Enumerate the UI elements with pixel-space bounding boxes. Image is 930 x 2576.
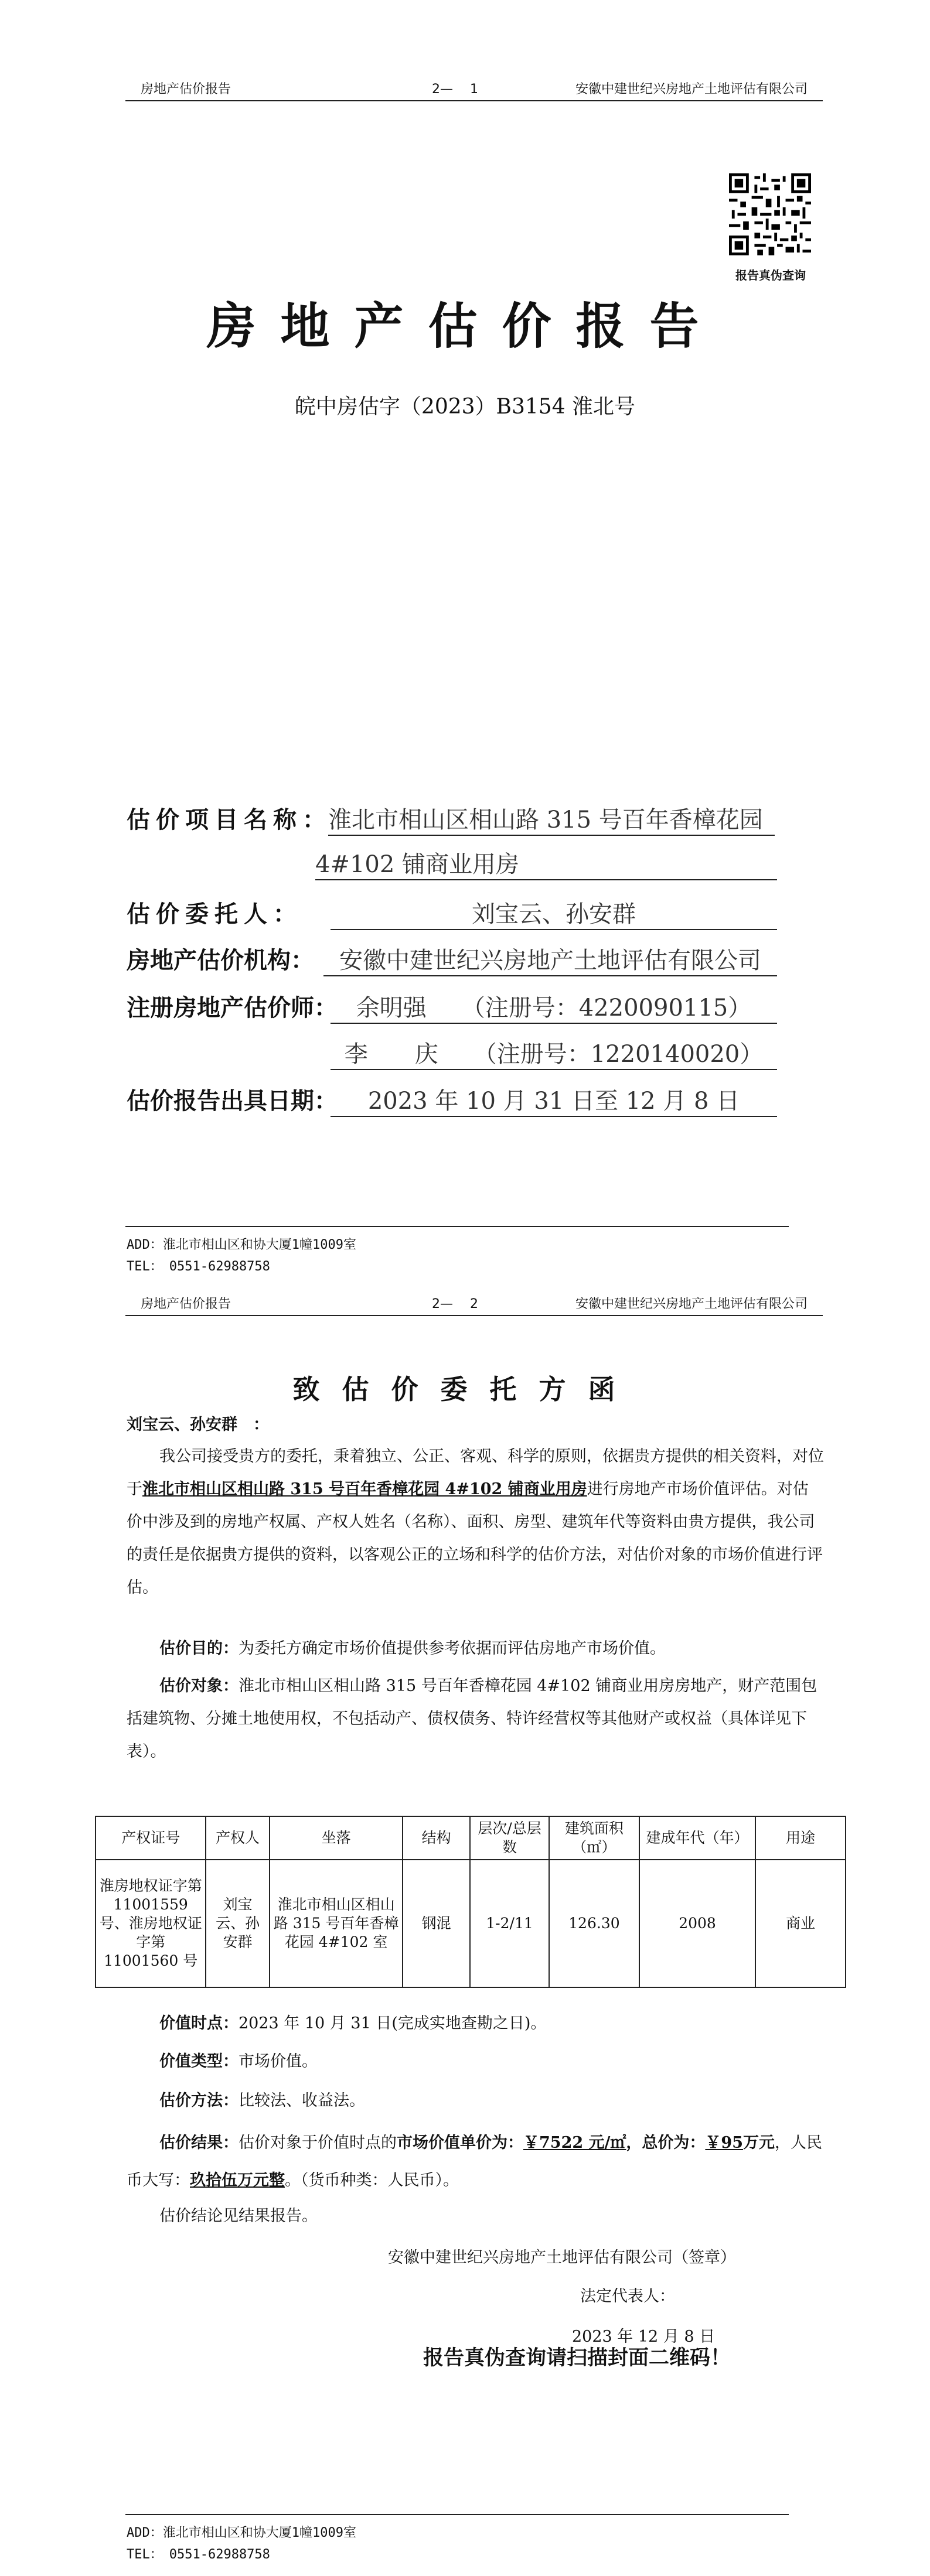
qr-code-icon[interactable]	[729, 173, 811, 255]
value-date-text: 2023 年 10 月 31 日(完成实地查勘之日)。	[239, 2014, 547, 2032]
col-owner: 产权人	[206, 1816, 270, 1860]
org-value: 安徽中建世纪兴房地产土地评估有限公司	[323, 942, 777, 976]
total-unit: 万元	[743, 2134, 775, 2152]
col-cert: 产权证号	[96, 1816, 206, 1860]
purpose-label: 估价目的：	[159, 1639, 239, 1658]
header-page-number: 2— 2	[432, 1297, 478, 1311]
result-text1: 估价对象于价值时点的	[239, 2134, 397, 2152]
total-price: ￥95	[705, 2134, 743, 2152]
verify-note: 报告真伪查询请扫描封面二维码！	[423, 2346, 731, 2370]
value-type-label: 价值类型：	[159, 2052, 239, 2071]
col-use: 用途	[755, 1816, 846, 1860]
method-text: 比较法、收益法。	[239, 2092, 365, 2110]
page-header	[125, 73, 823, 101]
footer-phone: TEL： 0551-62988758	[127, 2547, 270, 2562]
value-date-label: 价值时点：	[159, 2014, 239, 2032]
property-address: 淮北市相山区相山路 315 号百年香樟花园 4#102 铺商业用房	[142, 1480, 587, 1498]
intro-post: 进行房地产市场价值评估。对估价中涉及到的房地产权属、产权人姓名（名称）、面积、房型、建筑年代等资料由贵方提供，我公司的责任是依据贵方提供的资料，以客观公正的立场和科学的估价方法，对估价对象的市场价值进行评估。	[127, 1480, 823, 1597]
cell-year: 2008	[639, 1860, 756, 1987]
result-total-label: ，总价为：	[626, 2134, 706, 2152]
qr-caption: 报告真伪查询	[735, 268, 806, 282]
letter-page	[0, 1288, 930, 2576]
result-text2: ，人民币大写：	[127, 2134, 822, 2189]
project-name-line2: 4#102 铺商业用房	[315, 846, 777, 880]
footer-divider	[125, 1226, 789, 1227]
purpose-paragraph	[127, 1632, 824, 1665]
report-title: 房地产估价报告	[206, 297, 724, 355]
table-row	[96, 1860, 846, 1987]
purpose-text: 为委托方确定市场价值提供参考依据而评估房地产市场价值。	[239, 1639, 666, 1658]
col-floor: 层次/总层数	[470, 1816, 549, 1860]
col-structure: 结构	[403, 1816, 470, 1860]
result-text3: 。（货币种类：人民币）。	[285, 2171, 459, 2189]
conclusion-note: 估价结论见结果报告。	[159, 2207, 318, 2225]
header-company: 安徽中建世纪兴房地产土地评估有限公司	[575, 1297, 808, 1311]
object-label: 估价对象：	[159, 1677, 239, 1695]
header-left: 房地产估价报告	[141, 82, 231, 97]
client-value: 刘宝云、孙安群	[331, 896, 777, 930]
addressee: 刘宝云、孙安群 ：	[127, 1416, 269, 1434]
col-area: 建筑面积（㎡）	[549, 1816, 639, 1860]
cell-cert: 淮房地权证字第 11001559 号、淮房地权证字第 11001560 号	[96, 1860, 206, 1987]
date-label: 估价报告出具日期：	[127, 1087, 338, 1115]
col-location: 坐落	[270, 1816, 403, 1860]
value-type-text: 市场价值。	[239, 2052, 318, 2071]
footer-phone: TEL： 0551-62988758	[127, 1259, 270, 1274]
company-seal: 安徽中建世纪兴房地产土地评估有限公司（签章）	[388, 2249, 736, 2267]
unit-price: ￥7522 元/㎡	[523, 2134, 626, 2152]
property-table	[95, 1816, 846, 1988]
org-label: 房地产估价机构：	[127, 947, 314, 974]
appraiser-1: 余明强 （注册号：4220090115）	[331, 989, 777, 1024]
appraiser-label: 注册房地产估价师：	[127, 994, 338, 1021]
header-company: 安徽中建世纪兴房地产土地评估有限公司	[575, 82, 808, 97]
header-left: 房地产估价报告	[141, 1297, 231, 1311]
sign-date: 2023 年 12 月 8 日	[572, 2328, 716, 2346]
cell-use: 商业	[755, 1860, 846, 1987]
project-name-line1: 淮北市相山区相山路 315 号百年香樟花园	[328, 801, 775, 836]
client-label: 估价委托人：	[127, 900, 302, 928]
appraiser-2: 李 庆 （注册号：1220140020）	[331, 1036, 777, 1070]
project-name-label: 估价项目名称：	[127, 806, 332, 833]
header-page-number: 2— 1	[432, 82, 478, 97]
page-header	[125, 1288, 823, 1316]
footer-address: ADD：淮北市相山区和协大厦1幢1009室	[127, 2526, 356, 2540]
footer-divider	[125, 2514, 789, 2515]
valuation-result	[127, 2124, 824, 2199]
intro-paragraph	[127, 1440, 824, 1604]
object-text: 淮北市相山区相山路 315 号百年香樟花园 4#102 铺商业用房房地产，财产范围包括建筑物、分摊土地使用权，不包括动产、债权债务、特许经营权等其他财产或权益（具体详见下表）。	[127, 1677, 817, 1761]
value-date	[159, 2012, 822, 2035]
report-number: 皖中房估字（2023）B3154 淮北号	[294, 395, 636, 419]
date-value: 2023 年 10 月 31 日至 12 月 8 日	[331, 1082, 777, 1117]
value-type	[159, 2050, 822, 2073]
valuation-method	[159, 2089, 822, 2113]
result-label: 估价结果：	[159, 2134, 239, 2152]
col-year: 建成年代（年）	[639, 1816, 756, 1860]
legal-representative: 法定代表人：	[580, 2287, 675, 2305]
cell-structure: 钢混	[403, 1860, 470, 1987]
footer-address: ADD：淮北市相山区和协大厦1幢1009室	[127, 1238, 356, 1252]
intro-pre: 我公司接受贵方的委托，秉着独立、公正、客观、科学的原则，依据贵方提供的相关资料，对位于	[127, 1447, 824, 1498]
letter-title: 致估价委托方函	[292, 1374, 638, 1405]
cell-area: 126.30	[549, 1860, 639, 1987]
cell-location: 淮北市相山区相山路 315 号百年香樟花园 4#102 室	[270, 1860, 403, 1987]
total-in-words: 玖拾伍万元整	[190, 2171, 285, 2189]
table-header-row	[96, 1816, 846, 1860]
cell-owner: 刘宝云、孙安群	[206, 1860, 270, 1987]
cell-floor: 1-2/11	[470, 1860, 549, 1987]
result-unit-label: 市场价值单价为：	[397, 2134, 523, 2152]
object-paragraph	[127, 1670, 824, 1768]
method-label: 估价方法：	[159, 2092, 239, 2110]
